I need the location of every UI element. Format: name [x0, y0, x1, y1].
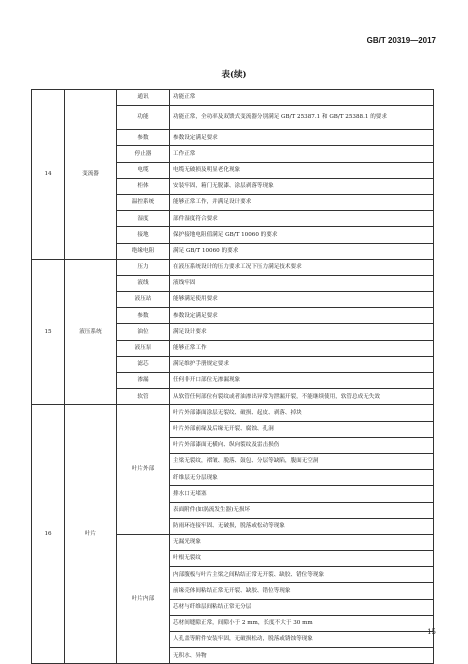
table-row: [32, 405, 434, 421]
requirement-cell: 参数设定满足要求: [170, 308, 434, 324]
item-cell: 电缆: [117, 162, 170, 178]
item-cell: 液线: [117, 275, 170, 291]
requirement-cell: 功能正常，全功率及双馈式变流器分别满足 GB/T 25387.1 和 GB/T 25388.1 的要求: [170, 106, 434, 130]
requirement-cell: 人孔盖等附件安装牢固，无破损松动，脱落或锈蚀等现象: [170, 632, 434, 648]
requirement-cell: 部件湿度符合要求: [170, 211, 434, 227]
requirement-cell: 芯材与纤维层间粘结正常无分层: [170, 599, 434, 615]
requirement-cell: 无漏光现象: [170, 534, 434, 550]
requirement-cell: 排水口无堵塞: [170, 486, 434, 502]
requirement-cell: 主梁无裂纹，褶皱、脱落、鼓包、分层等缺陷，腹面无空洞: [170, 453, 434, 469]
requirement-cell: 芯材间缝隙正常，间隙小于 2 mm，长度不大于 30 mm: [170, 615, 434, 631]
item-cell: 液压站: [117, 292, 170, 308]
item-cell: 压力: [117, 259, 170, 275]
requirement-cell: 满足设计要求: [170, 324, 434, 340]
requirement-cell: 前缘壳体间粘结正常无开裂、缺胶、错位等现象: [170, 583, 434, 599]
requirement-cell: 叶片外部漆面无横向、纵向裂纹及雷击损伤: [170, 437, 434, 453]
item-cell: 湿度: [117, 211, 170, 227]
requirement-cell: 液线牢固: [170, 275, 434, 291]
sub-item-cell: 叶片外部: [117, 405, 170, 535]
item-cell: 接地: [117, 227, 170, 243]
item-cell: 柜体: [117, 178, 170, 194]
table-row: [32, 90, 434, 106]
group-number-cell: 15: [32, 259, 65, 405]
group-name-cell: 变流器: [65, 90, 117, 260]
requirement-cell: 从软管任何部位有裂纹或者油渗出异常为泄漏开裂，不能继续使用，软管总成无失效: [170, 389, 434, 405]
requirement-cell: 安装牢固，箱门无脱漆、涂层剥落等现象: [170, 178, 434, 194]
requirement-cell: 满足 GB/T 10060 的要求: [170, 243, 434, 259]
item-cell: 参数: [117, 130, 170, 146]
requirement-cell: 参数设定满足要求: [170, 130, 434, 146]
item-cell: 功能: [117, 106, 170, 130]
item-cell: 绝缘电阻: [117, 243, 170, 259]
item-cell: 通讯: [117, 90, 170, 106]
requirement-cell: 保护接地电阻值满足 GB/T 10060 的要求: [170, 227, 434, 243]
page-number: 15: [427, 628, 436, 636]
requirement-cell: 功能正常: [170, 90, 434, 106]
item-cell: 渗漏: [117, 373, 170, 389]
requirement-cell: 内部腹板与叶片主梁之间粘结正常无开裂、缺胶、错位等现象: [170, 567, 434, 583]
item-cell: 温控系统: [117, 194, 170, 210]
group-name-cell: 液压系统: [65, 259, 117, 405]
table-row: [32, 259, 434, 275]
requirement-cell: 表面附件(如涡流发生器)无损坏: [170, 502, 434, 518]
requirement-cell: 叶根无裂纹: [170, 551, 434, 567]
group-name-cell: 叶片: [65, 405, 117, 664]
requirement-cell: 能够正常工作，并满足设计要求: [170, 194, 434, 210]
item-cell: 参数: [117, 308, 170, 324]
requirement-cell: 电缆无破损及明显老化现象: [170, 162, 434, 178]
requirement-cell: 任何非开口部位无渗漏现象: [170, 373, 434, 389]
requirement-cell: 叶片外部漆面涂层无裂纹、破损、起皮、剥落、掉块: [170, 405, 434, 421]
requirement-cell: 纤维层无分层现象: [170, 470, 434, 486]
requirement-cell: 在液压系统设计的压力要求工况下压力满足技术要求: [170, 259, 434, 275]
requirement-cell: 叶片外部前缘及后缘无开裂、腐蚀、孔洞: [170, 421, 434, 437]
requirement-cell: 工作正常: [170, 146, 434, 162]
inspection-table: [31, 89, 434, 664]
requirement-cell: 防雨环连接牢固、无破损，脱落或松动等现象: [170, 518, 434, 534]
item-cell: 液压泵: [117, 340, 170, 356]
item-cell: 软管: [117, 389, 170, 405]
group-number-cell: 16: [32, 405, 65, 664]
standard-number: GB/T 20319—2017: [366, 36, 436, 45]
sub-item-cell: 叶片内部: [117, 534, 170, 664]
group-number-cell: 14: [32, 90, 65, 260]
item-cell: 滤芯: [117, 356, 170, 372]
table-title: 表(续): [221, 70, 247, 80]
requirement-cell: 满足维护手册规定要求: [170, 356, 434, 372]
requirement-cell: 能够满足使用要求: [170, 292, 434, 308]
requirement-cell: 无积水、异物: [170, 648, 434, 664]
requirement-cell: 能够正常工作: [170, 340, 434, 356]
item-cell: 停止器: [117, 146, 170, 162]
item-cell: 油位: [117, 324, 170, 340]
